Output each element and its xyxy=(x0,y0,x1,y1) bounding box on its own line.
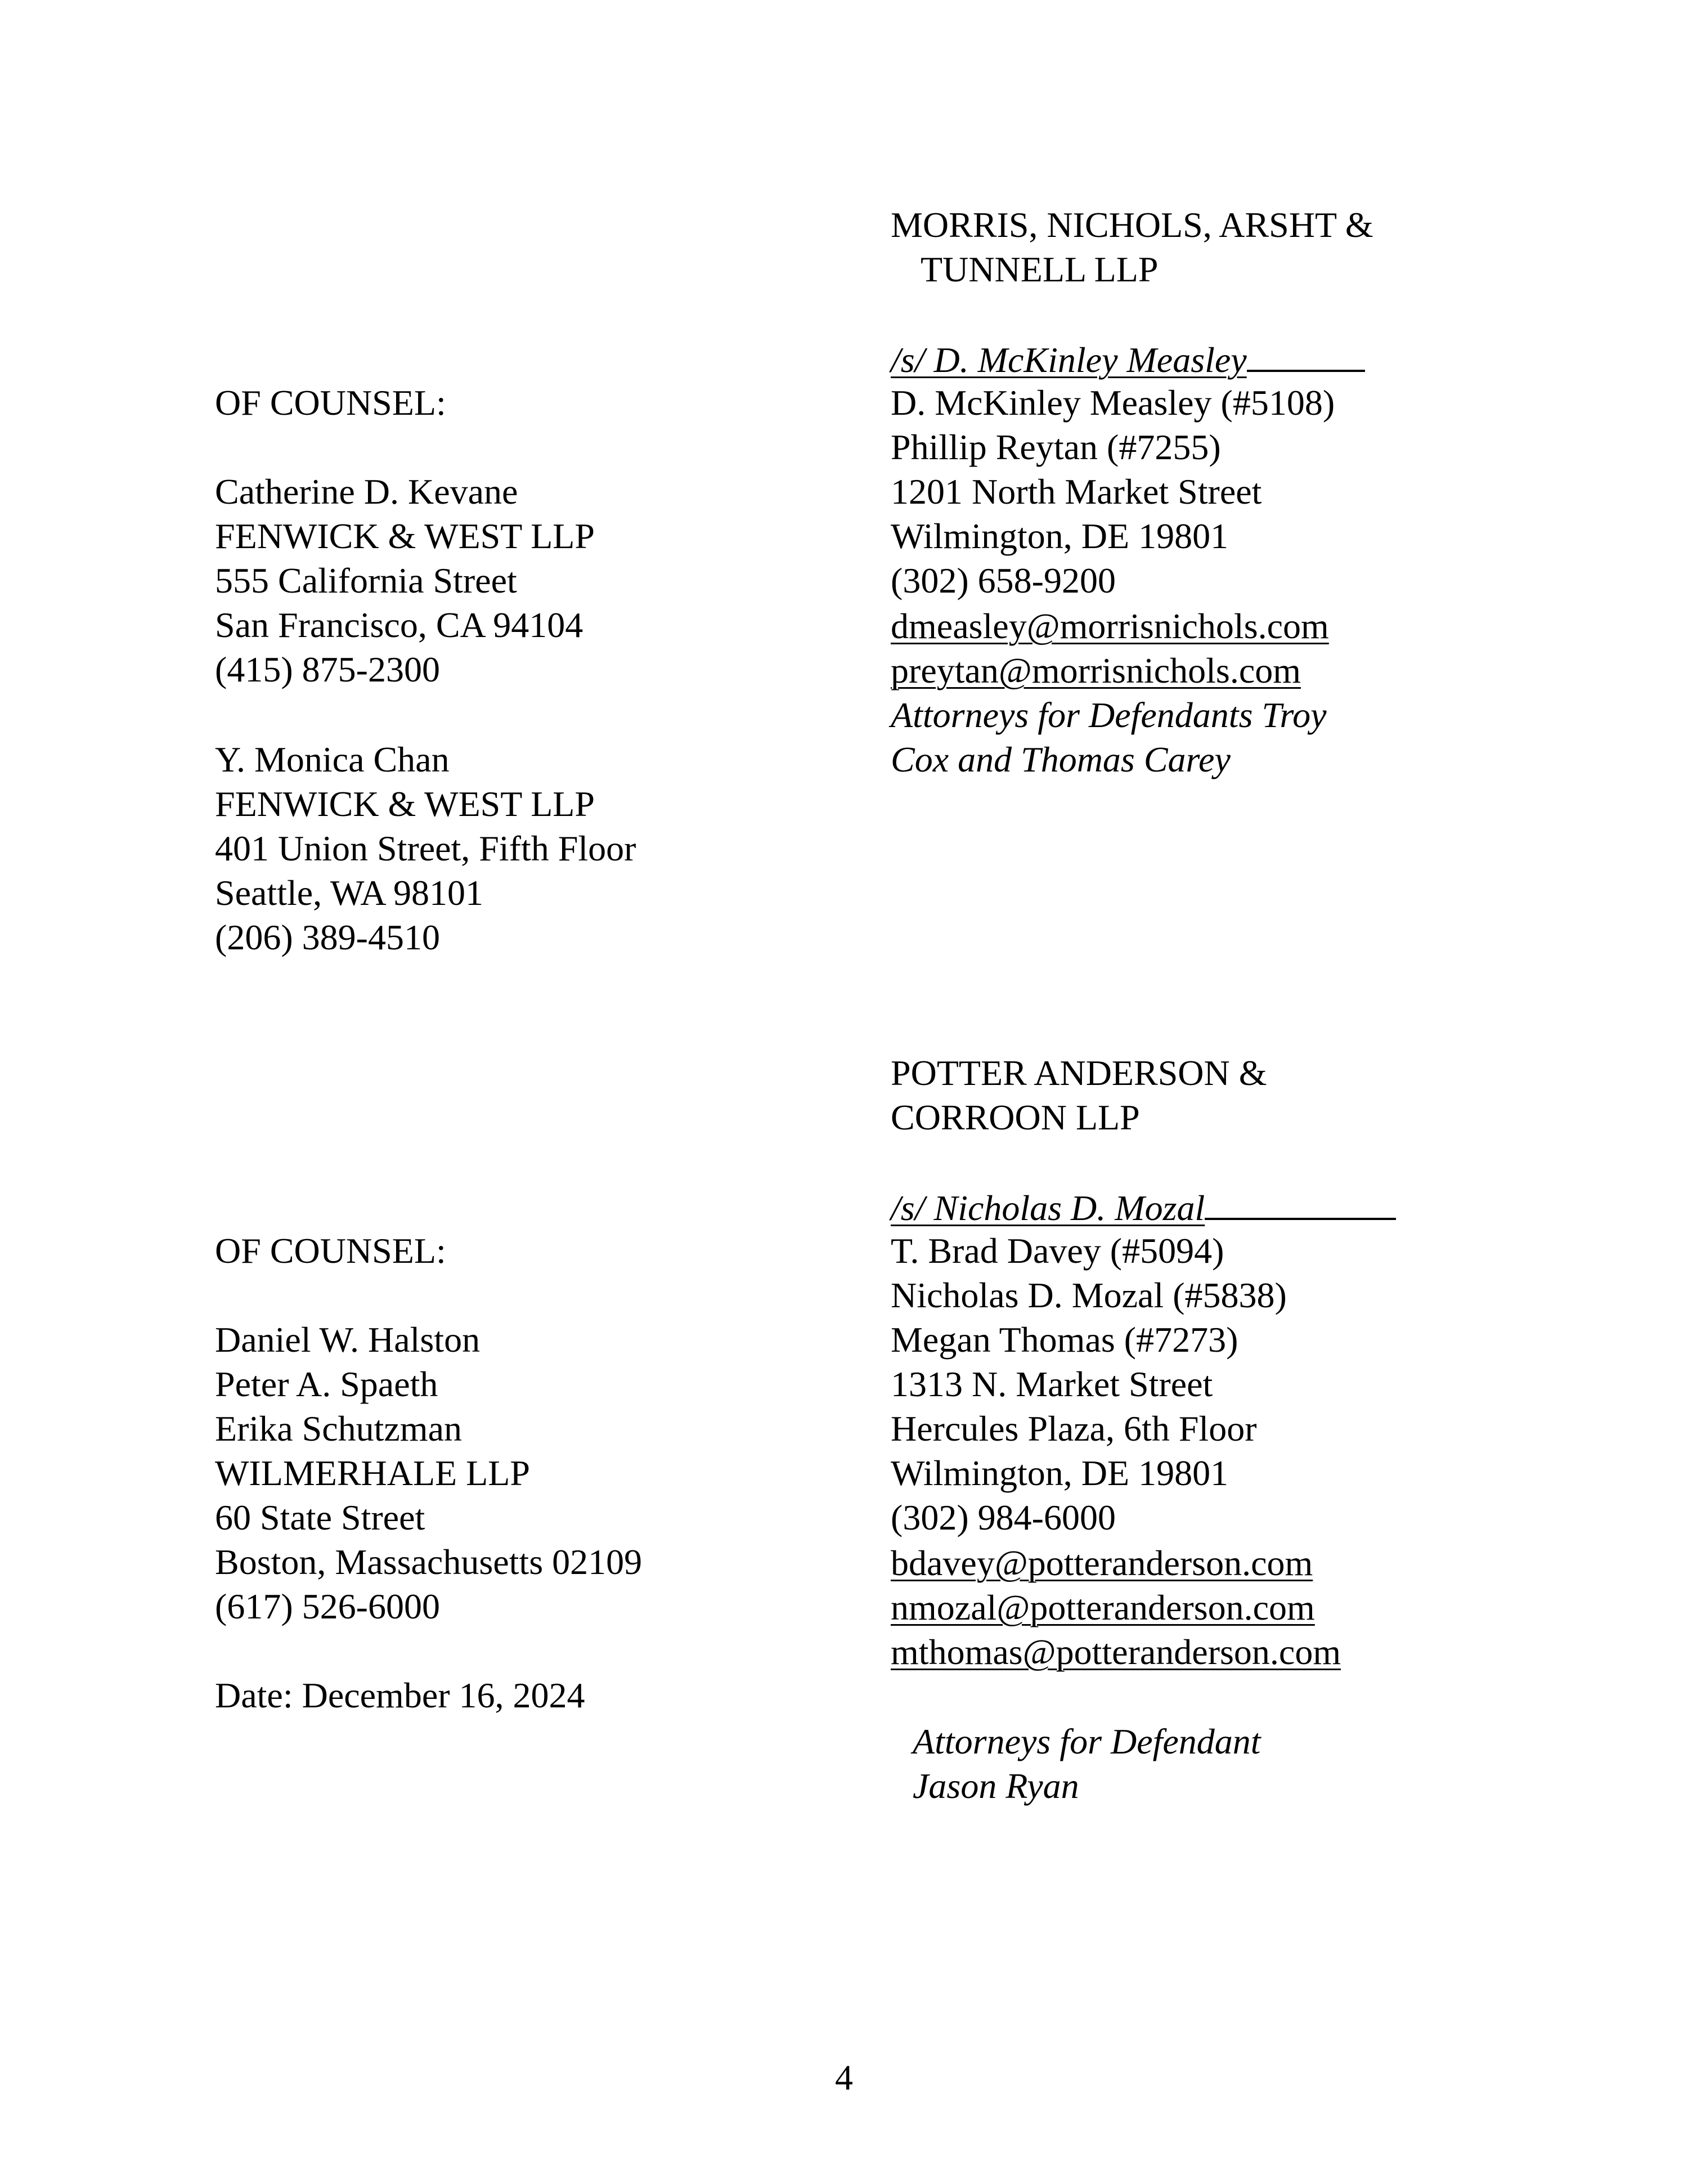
attorneys-for-line1: Attorneys for Defendant xyxy=(913,1721,1261,1761)
phone-line: (206) 389-4510 xyxy=(215,917,440,957)
attorney-line: Megan Thomas (#7273) xyxy=(891,1320,1238,1360)
phone-line: (415) 875-2300 xyxy=(215,649,440,689)
attorneys-for-line2: Cox and Thomas Carey xyxy=(891,739,1231,779)
e-signature-mozal xyxy=(891,1184,1396,1230)
firm-name-line1: POTTER ANDERSON & xyxy=(891,1053,1267,1093)
attorneys-for-line2: Jason Ryan xyxy=(913,1766,1079,1806)
email-link-mthomas[interactable]: mthomas@potteranderson.com xyxy=(891,1632,1341,1672)
attorney-line: D. McKinley Measley (#5108) xyxy=(891,383,1335,423)
signature-text: /s/ D. McKinley Measley xyxy=(891,340,1247,380)
phone-line: (617) 526-6000 xyxy=(215,1586,440,1626)
address-line: Wilmington, DE 19801 xyxy=(891,1453,1229,1493)
counsel-name: Peter A. Spaeth xyxy=(215,1364,438,1404)
signature-rule xyxy=(1205,1184,1396,1220)
address-line: 401 Union Street, Fifth Floor xyxy=(215,828,636,868)
address-line: Seattle, WA 98101 xyxy=(215,873,483,913)
date-line: Date: December 16, 2024 xyxy=(215,1675,585,1715)
attorney-line: T. Brad Davey (#5094) xyxy=(891,1231,1224,1271)
address-line: 555 California Street xyxy=(215,560,517,600)
address-line: 1201 North Market Street xyxy=(891,472,1262,512)
counsel-name: Catherine D. Kevane xyxy=(215,472,518,512)
phone-line: (302) 658-9200 xyxy=(891,560,1116,600)
address-line: Hercules Plaza, 6th Floor xyxy=(891,1409,1257,1448)
address-line: 60 State Street xyxy=(215,1497,425,1537)
page-number: 4 xyxy=(835,2057,853,2097)
e-signature-measley xyxy=(891,336,1365,382)
address-line: Boston, Massachusetts 02109 xyxy=(215,1542,643,1582)
email-link-bdavey[interactable]: bdavey@potteranderson.com xyxy=(891,1543,1313,1583)
counsel-name: Erika Schutzman xyxy=(215,1409,462,1448)
attorney-line: Nicholas D. Mozal (#5838) xyxy=(891,1275,1287,1315)
phone-line: (302) 984-6000 xyxy=(891,1497,1116,1537)
counsel-firm: WILMERHALE LLP xyxy=(215,1453,530,1493)
firm-name-line1: MORRIS, NICHOLS, ARSHT & xyxy=(891,205,1373,245)
signature-text: /s/ Nicholas D. Mozal xyxy=(891,1188,1205,1228)
firm-name-line2: CORROON LLP xyxy=(891,1097,1140,1137)
address-line: San Francisco, CA 94104 xyxy=(215,605,583,645)
counsel-firm: FENWICK & WEST LLP xyxy=(215,784,595,824)
of-counsel-heading: OF COUNSEL: xyxy=(215,1231,446,1271)
of-counsel-heading: OF COUNSEL: xyxy=(215,383,446,423)
attorneys-for-line1: Attorneys for Defendants Troy xyxy=(891,695,1327,735)
email-link-nmozal[interactable]: nmozal@potteranderson.com xyxy=(891,1587,1315,1627)
signature-rule xyxy=(1247,336,1365,372)
firm-name-line2: TUNNELL LLP xyxy=(921,249,1159,289)
email-link-dmeasley[interactable]: dmeasley@morrisnichols.com xyxy=(891,606,1329,646)
address-line: 1313 N. Market Street xyxy=(891,1364,1213,1404)
counsel-name: Y. Monica Chan xyxy=(215,739,450,779)
counsel-name: Daniel W. Halston xyxy=(215,1320,481,1360)
email-link-preytan[interactable]: preytan@morrisnichols.com xyxy=(891,651,1301,690)
counsel-firm: FENWICK & WEST LLP xyxy=(215,516,595,556)
address-line: Wilmington, DE 19801 xyxy=(891,516,1229,556)
attorney-line: Phillip Reytan (#7255) xyxy=(891,427,1221,467)
